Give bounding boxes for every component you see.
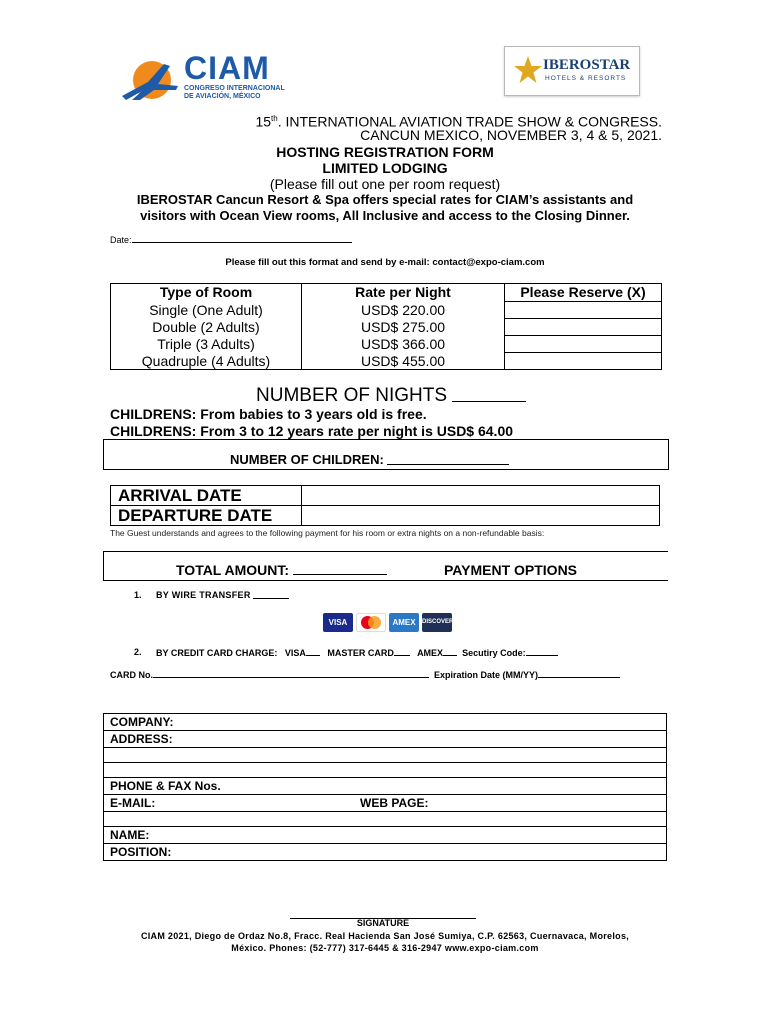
- amex-logo: AMEX: [389, 613, 419, 632]
- offer-line1: IBEROSTAR Cancun Resort & Spa offers special rates for CIAM’s assistants and: [136, 192, 634, 207]
- total-line[interactable]: [293, 562, 387, 575]
- security-code-line[interactable]: [526, 647, 558, 656]
- departure-label: DEPARTURE DATE: [111, 506, 302, 526]
- pay-num-2: 2.: [134, 647, 142, 657]
- guest-note: The Guest understands and agrees to the following payment for his room or extra nights on a non-refundable basis:: [110, 528, 545, 538]
- room-row-double: [111, 319, 662, 336]
- plane-icon: [118, 58, 182, 104]
- header-type: Type of Room: [111, 284, 302, 302]
- pay-num-1: 1.: [134, 590, 142, 600]
- wire-transfer-label: BY WIRE TRANSFER: [156, 590, 251, 600]
- wire-transfer-field[interactable]: [156, 590, 289, 601]
- email-field[interactable]: E-MAIL:: [110, 796, 156, 810]
- total-field[interactable]: [176, 562, 387, 578]
- amex-line[interactable]: [443, 647, 457, 656]
- room-rate: USD$ 220.00: [302, 302, 505, 319]
- room-row-quadruple: [111, 353, 662, 370]
- contact-table: [103, 713, 667, 861]
- room-rate: USD$ 455.00: [302, 353, 505, 370]
- reserve-cell[interactable]: [505, 336, 662, 353]
- room-type: Quadruple (4 Adults): [111, 353, 302, 370]
- total-box: [103, 551, 668, 581]
- email-web-row: [104, 795, 667, 812]
- event-line2: CANCUN MEXICO, NOVEMBER 3, 4 & 5, 2021.: [360, 127, 662, 143]
- nights-line[interactable]: [452, 385, 526, 402]
- date-line[interactable]: [132, 233, 352, 243]
- ciam-logo: [118, 52, 288, 106]
- date-label: Date:: [110, 235, 132, 245]
- ciam-name: CIAM: [184, 50, 270, 86]
- footer-phones: México. Phones: (52-777) 317-6445 & 316-2947 www.expo-ciam.com: [231, 943, 539, 953]
- room-rate: USD$ 366.00: [302, 336, 505, 353]
- room-rate: USD$ 275.00: [302, 319, 505, 336]
- dates-table: [110, 485, 660, 526]
- mastercard-logo: [356, 613, 386, 632]
- iberostar-logo: [504, 46, 640, 96]
- mastercard-line[interactable]: [394, 647, 410, 656]
- expiration-input[interactable]: [538, 669, 620, 678]
- card-number-label: CARD No.: [110, 670, 153, 680]
- header-reserve: Please Reserve (X): [520, 284, 646, 300]
- card-number-line[interactable]: [110, 669, 670, 681]
- header-rate: Rate per Night: [302, 284, 505, 302]
- children-count-label: NUMBER OF CHILDREN:: [230, 452, 384, 467]
- arrival-input[interactable]: [302, 486, 660, 506]
- form-title: HOSTING REGISTRATION FORM: [276, 144, 494, 160]
- ibero-name: IBEROSTAR: [543, 57, 631, 73]
- address-extra-line[interactable]: [104, 763, 667, 778]
- departure-input[interactable]: [302, 506, 660, 526]
- visa-logo: VISA: [323, 613, 353, 632]
- edition-number: 15: [255, 113, 272, 130]
- star-icon: [513, 55, 543, 85]
- offer-line2: visitors with Ocean View rooms, All Inclusive and access to the Closing Dinner.: [140, 208, 630, 223]
- signature-label: SIGNATURE: [356, 918, 410, 928]
- ibero-sub: HOTELS & RESORTS: [545, 75, 627, 82]
- event-title: . INTERNATIONAL AVIATION TRADE SHOW & CONGRESS.: [277, 113, 662, 130]
- room-row-triple: [111, 336, 662, 353]
- security-code-label: Secutiry Code:: [462, 648, 526, 658]
- nights-field[interactable]: [256, 385, 526, 407]
- visa-option[interactable]: VISA: [284, 648, 306, 658]
- room-table: [110, 283, 662, 370]
- discover-logo: DISCOVER: [422, 613, 452, 632]
- total-label: TOTAL AMOUNT:: [176, 562, 290, 578]
- reserve-cell[interactable]: [505, 319, 662, 336]
- credit-card-label: BY CREDIT CARD CHARGE:: [156, 648, 278, 658]
- reserve-cell[interactable]: [505, 302, 662, 319]
- mastercard-circles-icon: [357, 614, 385, 631]
- ciam-sub2: DE AVIACIÓN, MÉXICO: [184, 93, 261, 100]
- footer-address: CIAM 2021, Diego de Ordaz No.8, Fracc. Real Hacienda San José Sumiya, C.P. 62563, Cuernavaca, Morelos,: [140, 931, 630, 941]
- name-field[interactable]: NAME:: [104, 827, 667, 844]
- room-type: Double (2 Adults): [111, 319, 302, 336]
- form-note: (Please fill out one per room request): [269, 176, 501, 192]
- send-note: Please fill out this format and send by e-mail: contact@expo-ciam.com: [225, 257, 545, 268]
- card-number-input[interactable]: [153, 669, 429, 678]
- expiration-label: Expiration Date (MM/YY): [434, 670, 539, 680]
- web-page-field[interactable]: WEB PAGE:: [360, 796, 429, 810]
- form-subtitle: LIMITED LODGING: [322, 160, 448, 176]
- amex-option[interactable]: AMEX: [417, 648, 444, 658]
- children-free-note: CHILDRENS: From babies to 3 years old is free.: [110, 406, 427, 422]
- mastercard-option[interactable]: MASTER CARD: [327, 648, 394, 658]
- position-field[interactable]: POSITION:: [110, 845, 172, 859]
- nights-label: NUMBER OF NIGHTS: [256, 385, 448, 406]
- address-extra-line[interactable]: [104, 748, 667, 763]
- children-count-field[interactable]: [230, 452, 509, 468]
- children-rate-note: CHILDRENS: From 3 to 12 years rate per night is USD$ 64.00: [110, 423, 514, 439]
- phone-field[interactable]: PHONE & FAX Nos.: [104, 778, 667, 795]
- wire-transfer-line[interactable]: [253, 590, 289, 599]
- arrival-label: ARRIVAL DATE: [111, 486, 302, 506]
- room-row-single: [111, 302, 662, 319]
- blank-line[interactable]: [104, 812, 667, 827]
- room-type: Triple (3 Adults): [111, 336, 302, 353]
- company-field[interactable]: COMPANY:: [104, 714, 667, 731]
- visa-line[interactable]: [306, 647, 320, 656]
- children-box: [103, 439, 669, 470]
- date-field[interactable]: [110, 233, 352, 246]
- payment-options: PAYMENT OPTIONS: [444, 562, 578, 578]
- credit-card-line[interactable]: [156, 647, 656, 659]
- reserve-cell[interactable]: [505, 353, 662, 370]
- ciam-sub1: CONGRESO INTERNACIONAL: [184, 85, 285, 92]
- room-type: Single (One Adult): [111, 302, 302, 319]
- address-field[interactable]: ADDRESS:: [104, 731, 667, 748]
- children-count-line[interactable]: [387, 452, 509, 465]
- card-logos: [323, 613, 459, 633]
- edition-suffix: th: [271, 114, 278, 123]
